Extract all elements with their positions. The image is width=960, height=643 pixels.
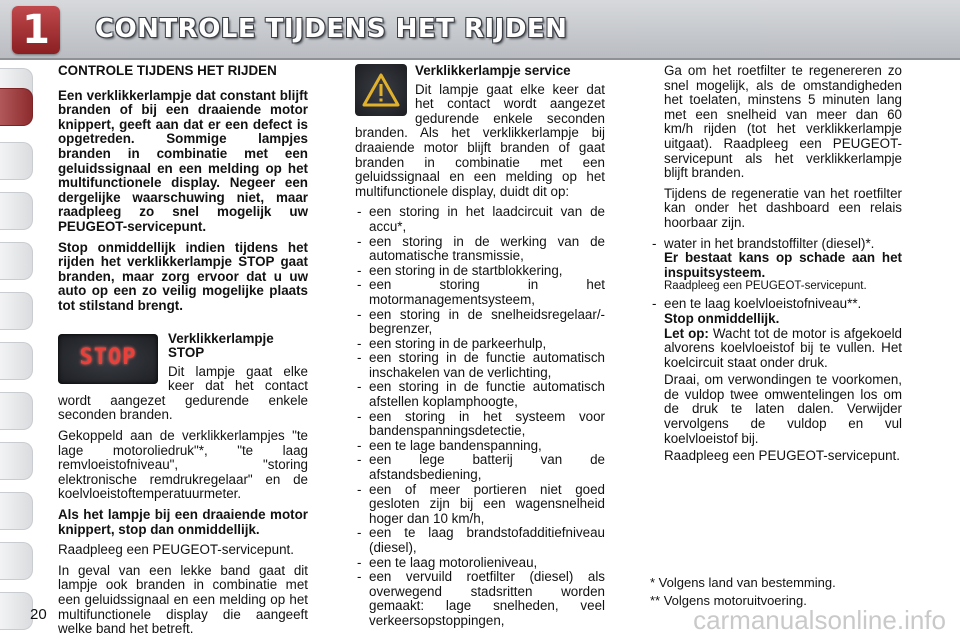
list-item: - een storing in het motormanagementsysteem, <box>355 278 605 307</box>
chapter-tab-rail <box>0 60 46 640</box>
chapter-tab[interactable] <box>0 592 33 630</box>
chapter-tab[interactable] <box>0 392 33 430</box>
coolant-paragraph: Draai, om verwondingen te voorkomen, de vuldop twee omwentelingen los om de druk te laten dalen. Verwijder vervolgens de vuldop en vul koelvloeistof bij. <box>664 372 902 446</box>
chapter-tab[interactable] <box>0 142 33 180</box>
list-item: - een te laag brandstofadditiefniveau (diesel), <box>355 526 605 555</box>
footnote: ** Volgens motoruitvoering. <box>650 593 807 608</box>
fault-list-continued <box>650 237 902 464</box>
column-right <box>650 64 902 464</box>
coolant-paragraph: Raadpleeg een PEUGEOT-servicepunt. <box>664 448 900 464</box>
stop-warning: Stop onmiddellijk indien tijdens het rijden het verklikkerlampje STOP gaat branden, maar zorg ervoor dat u uw auto op een zo veilig mogelijke plaats tot stilstand brengt. <box>58 239 308 313</box>
list-item: - een lege batterij van de afstandsbediening, <box>355 453 605 482</box>
chapter-tab[interactable] <box>0 242 33 280</box>
list-item-text: een te laag koelvloeistofniveau**. <box>664 296 862 312</box>
chapter-tab[interactable] <box>0 192 33 230</box>
section-title: CONTROLE TIJDENS HET RIJDEN <box>58 63 277 78</box>
list-item-water <box>650 237 902 294</box>
water-warning-bold: Er bestaat kans op schade aan het inspuitsysteem. <box>664 250 902 280</box>
warning-triangle-icon <box>362 73 400 107</box>
chapter-tab[interactable] <box>0 492 33 530</box>
stop-warning-lamp-icon <box>58 334 158 384</box>
column-left <box>58 64 308 643</box>
header-divider <box>0 58 960 60</box>
list-item: - een storing in de functie automatisch afstellen koplamphoogte, <box>355 380 605 409</box>
stop-paragraph: Dit lampje gaat elke keer dat het contact wordt aangezet gedurende enkele seconden branden. <box>58 363 308 423</box>
header-bar <box>0 0 960 58</box>
intro-warning: Een verklikkerlampje dat constant blijft branden of bij een draaiende motor knippert, geeft aan dat er een defect is opgetreden. Sommige lampjes branden in combinatie met een geluidssignaal en een melding op het multifunctionele display. Negeer een dergelijke waarschuwing niet, maar raadpleeg zo snel mogelijk uw PEUGEOT-servicepunt. <box>58 87 308 234</box>
dpf-paragraph: Tijdens de regeneratie van het roetfilter kan onder het dashboard een relais hoorbaar zijn. <box>664 185 902 230</box>
chapter-badge: 1 <box>12 6 60 54</box>
list-item-text: water in het brandstoffilter (diesel)*. <box>664 235 875 251</box>
watermark: carmanualsonline.info <box>693 605 946 635</box>
service-heading: Verklikkerlampje service <box>415 63 571 78</box>
list-item: - een storing in het systeem voor bandenspanningsdetectie, <box>355 410 605 439</box>
column-middle <box>355 64 605 629</box>
list-item: - een of meer portieren niet goed gesloten zijn bij een wagensnelheid hoger dan 10 km/h, <box>355 483 605 527</box>
stop-heading: Verklikkerlampje STOP <box>168 330 274 361</box>
footnote: * Volgens land van bestemming. <box>650 575 836 590</box>
fault-list <box>355 205 605 628</box>
dpf-paragraph: Ga om het roetfilter te regenereren zo snel mogelijk, als de omstandigheden het toelaten, minstens 5 minuten lang met een snelheid van meer dan 60 km/h rijden (tot het verklikkerlampje uitgaat). Raadpleeg een PEUGEOT-servicepunt als het verklikkerlampje blijft branden. <box>664 63 902 181</box>
page-title: CONTROLE TIJDENS HET RIJDEN <box>95 14 568 44</box>
stop-paragraph: Gekoppeld aan de verklikkerlampjes "te lage motoroliedruk"*, "te laag remvloeistofniveau", "storing elektronische remdrukregelaar" en de koelvloeistoftemperatuurmeter. <box>58 428 308 502</box>
chapter-tab-active[interactable] <box>0 88 33 126</box>
stop-paragraph: Raadpleeg een PEUGEOT-servicepunt. <box>58 542 294 558</box>
water-service-note: Raadpleeg een PEUGEOT-servicepunt. <box>664 280 867 293</box>
chapter-tab[interactable] <box>0 442 33 480</box>
coolant-stop-bold: Stop onmiddellijk. <box>664 310 780 326</box>
list-item: - een storing in de functie automatisch inschakelen van de verlichting, <box>355 351 605 380</box>
service-paragraph: Dit lampje gaat elke keer dat het contact wordt aangezet gedurende enkele seconden branden. Als het verklikkerlampje bij draaiende motor blijft branden of gaat branden in combinatie met een geluidssignaal en een melding op het multifunctionele display, duidt dit op: <box>355 81 605 199</box>
list-item: - een storing in de werking van de automatische transmissie, <box>355 235 605 264</box>
list-item-coolant <box>650 297 902 464</box>
stop-paragraph-bold: Als het lampje bij een draaiende motor knippert, stop dan onmiddellijk. <box>58 507 308 537</box>
list-item: - een te laag motorolieniveau, <box>355 556 605 571</box>
chapter-tab[interactable] <box>0 342 33 380</box>
service-warning-lamp-icon <box>355 64 407 116</box>
list-item: - een te lage bandenspanning, <box>355 439 605 454</box>
stop-paragraph: In geval van een lekke band gaat dit lampje ook branden in combinatie met een geluidssignaal en een melding op het multifunctionele display die aangeeft welke band het betreft. <box>58 562 308 637</box>
list-item: - een storing in de snelheidsregelaar/-begrenzer, <box>355 308 605 337</box>
list-item: - een storing in de startblokkering, <box>355 264 605 279</box>
page-number: 20 <box>30 606 47 623</box>
letop-label: Let op: <box>664 325 709 341</box>
list-item: - een storing in het laadcircuit van de accu*, <box>355 205 605 234</box>
list-item: - een vervuild roetfilter (diesel) als overwegend stadsritten worden gemaakt: lage snelheden, veel verkeersopstoppingen, <box>355 570 605 628</box>
list-item: - een storing in de parkeerhulp, <box>355 337 605 352</box>
letop-text: Wacht tot de motor is afgekoeld alvorens koelvloeistof bij te vullen. Het koelcircuit staat onder druk. <box>664 325 902 370</box>
chapter-tab[interactable] <box>0 542 33 580</box>
chapter-tab[interactable] <box>0 292 33 330</box>
stop-lamp-text: STOP <box>79 345 137 371</box>
